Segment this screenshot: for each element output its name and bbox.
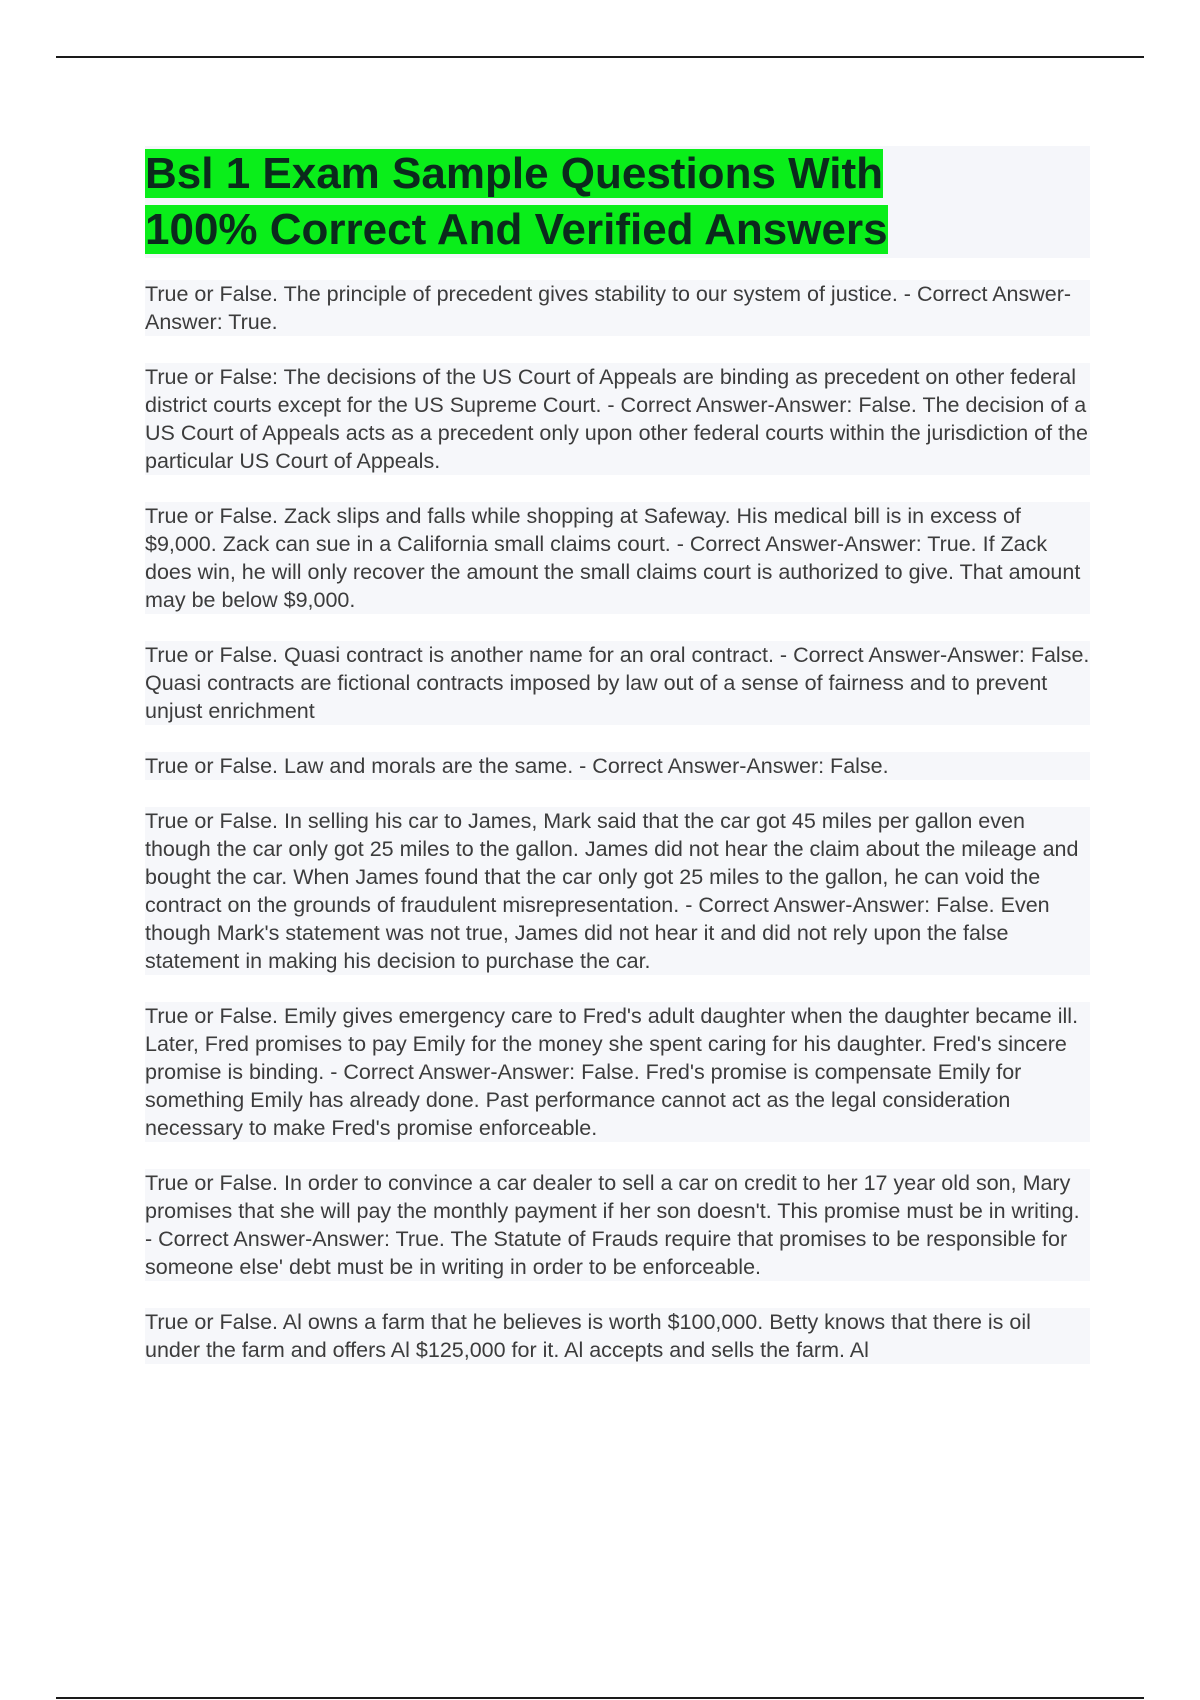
- question-item: True or False. Al owns a farm that he believes is worth $100,000. Betty knows that there is oil under the farm and offers Al $125,000 for it. Al accepts and sells the farm. Al: [145, 1308, 1090, 1364]
- question-item: True or False. In order to convince a car dealer to sell a car on credit to her 17 year old son, Mary promises that she will pay the monthly payment if her son doesn't. This promise must be in writing. - Correct Answer-Answer: True. The Statute of Frauds require that promises to be responsible for someone else' debt must be in writing in order to be enforceable.: [145, 1169, 1090, 1281]
- question-item: True or False. Zack slips and falls while shopping at Safeway. His medical bill is in excess of $9,000. Zack can sue in a California small claims court. - Correct Answer-Answer: True. If Zack does win, he will only recover the amount the small claims court is authorized to give. That amount may be below $9,000.: [145, 502, 1090, 614]
- question-item: True or False. The principle of precedent gives stability to our system of justice. - Correct Answer-Answer: True.: [145, 280, 1090, 336]
- question-item: True or False. Emily gives emergency care to Fred's adult daughter when the daughter became ill. Later, Fred promises to pay Emily for the money she spent caring for his daughter. Fred's sincere promise is binding. - Correct Answer-Answer: False. Fred's promise is compensate Emily for something Emily has already done. Past performance cannot act as the legal consideration necessary to make Fred's promise enforceable.: [145, 1002, 1090, 1142]
- document-title: [145, 146, 1090, 258]
- page-content: [145, 146, 1090, 1391]
- top-rule: [56, 56, 1144, 58]
- question-item: True or False. Law and morals are the same. - Correct Answer-Answer: False.: [145, 752, 1090, 780]
- question-item: True or False. In selling his car to James, Mark said that the car got 45 miles per gallon even though the car only got 25 miles to the gallon. James did not hear the claim about the mileage and bought the car. When James found that the car only got 25 miles to the gallon, he can void the contract on the grounds of fraudulent misrepresentation. - Correct Answer-Answer: False. Even though Mark's statement was not true, James did not hear it and did not rely upon the false statement in making his decision to purchase the car.: [145, 807, 1090, 975]
- bottom-rule: [56, 1697, 1144, 1699]
- question-item: True or False: The decisions of the US Court of Appeals are binding as precedent on other federal district courts except for the US Supreme Court. - Correct Answer-Answer: False. The decision of a US Court of Appeals acts as a precedent only upon other federal courts within the jurisdiction of the particular US Court of Appeals.: [145, 363, 1090, 475]
- question-item: True or False. Quasi contract is another name for an oral contract. - Correct Answer-Answer: False. Quasi contracts are fictional contracts imposed by law out of a sense of fairness and to prevent unjust enrichment: [145, 643, 1090, 723]
- title-line-1: Bsl 1 Exam Sample Questions With: [145, 149, 884, 198]
- title-line-2: 100% Correct And Verified Answers: [145, 205, 888, 254]
- title-block: [145, 146, 1090, 258]
